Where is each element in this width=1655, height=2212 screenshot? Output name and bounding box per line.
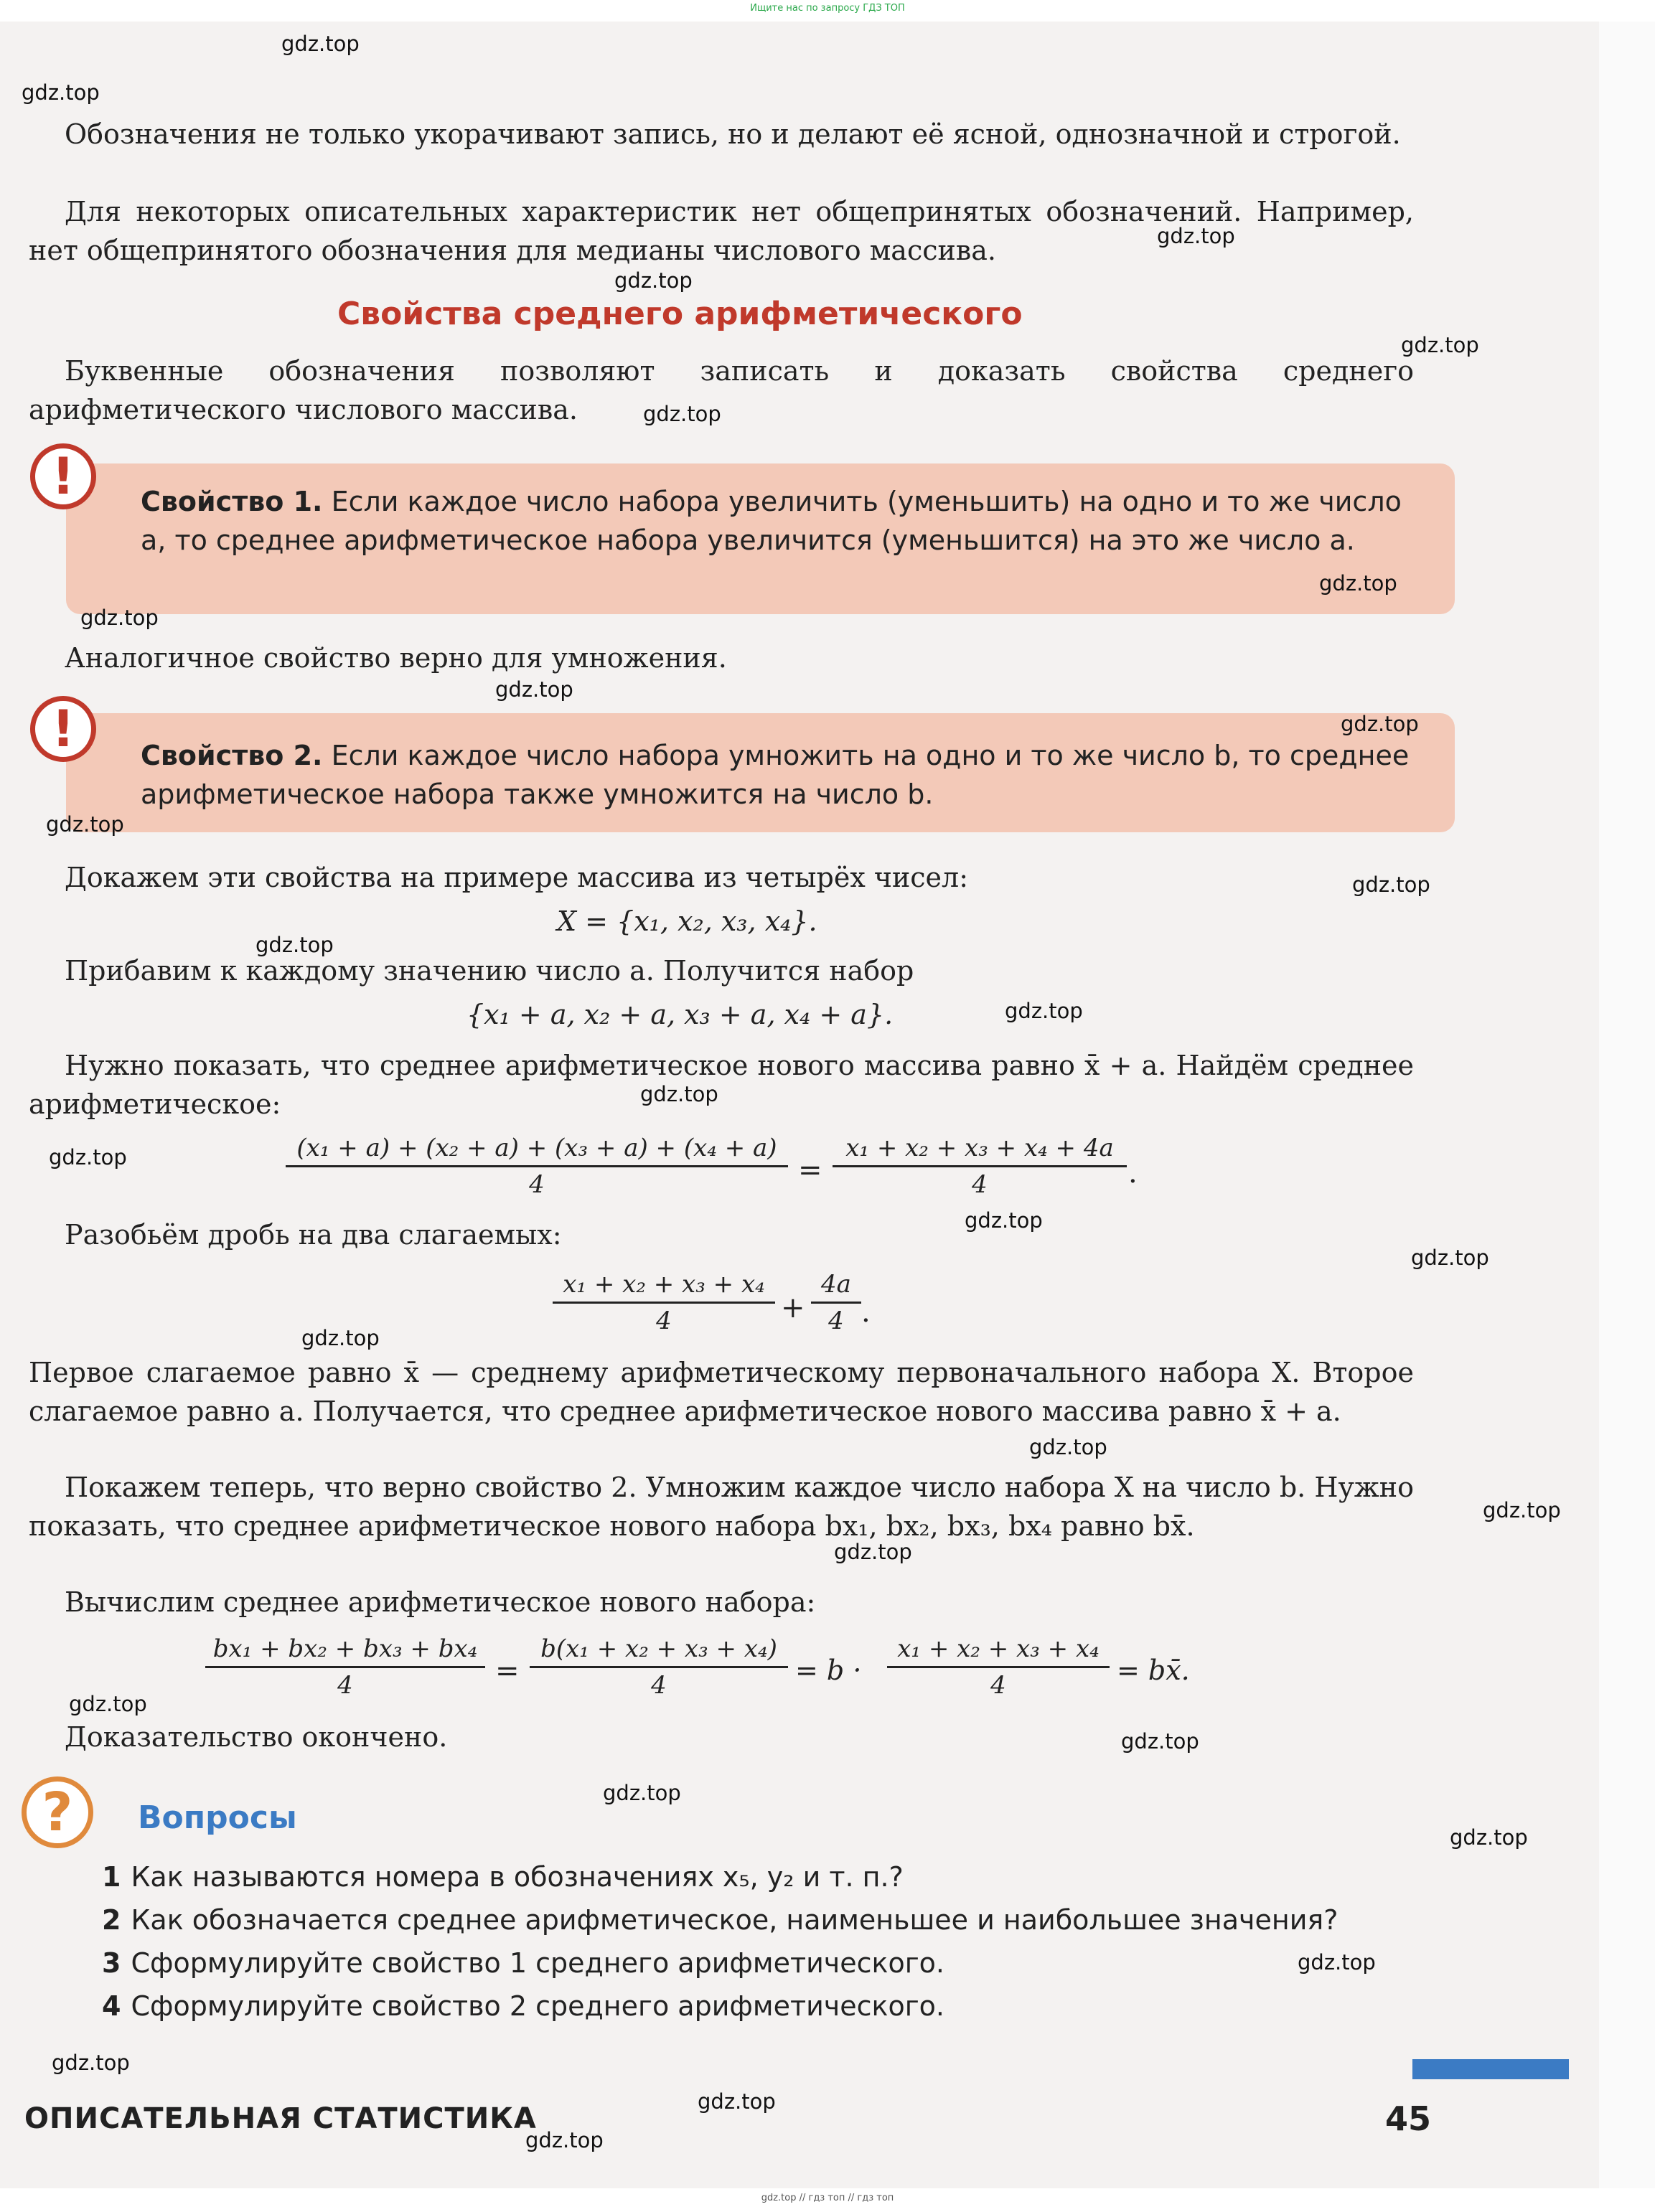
property-2-text: [141, 736, 1426, 814]
watermark: gdz.top: [640, 1082, 718, 1106]
page-spine: [1599, 22, 1655, 2188]
question-item: 4 Сформулируйте свойство 2 среднего арифметического.: [102, 1990, 944, 2022]
plus-sign: +: [781, 1291, 805, 1324]
formula-3-mid: = b ·: [795, 1655, 862, 1686]
fraction-2-b-den: 4: [828, 1307, 844, 1335]
fraction-1-left-num: (x₁ + a) + (x₂ + a) + (x₃ + a) + (x₄ + a): [286, 1134, 788, 1167]
watermark: gdz.top: [495, 677, 573, 702]
paragraph-4: Аналогичное свойство верно для умножения.: [65, 642, 727, 674]
fraction-3-a-den: 4: [337, 1671, 353, 1700]
watermark: gdz.top: [525, 2128, 604, 2152]
page-tab-bar: [1412, 2059, 1569, 2079]
watermark: gdz.top: [1411, 1246, 1489, 1270]
period: .: [861, 1296, 871, 1329]
watermark: gdz.top: [80, 606, 159, 630]
paragraph-7: Нужно показать, что среднее арифметическое нового массива равно x̄ + a. Найдём среднее арифметическое:: [29, 1050, 1414, 1120]
property-2-label: Свойство 2.: [141, 740, 323, 771]
property-1-box: [66, 463, 1455, 614]
fraction-3-b-den: 4: [651, 1671, 667, 1700]
fraction-3-a: [205, 1634, 485, 1700]
property-1-label: Свойство 1.: [141, 486, 323, 517]
paragraph-5: Докажем эти свойства на примере массива из четырёх чисел:: [65, 862, 968, 893]
watermark: gdz.top: [1005, 999, 1083, 1023]
fraction-3-c: [887, 1634, 1110, 1700]
question-icon: ?: [22, 1776, 93, 1848]
paragraph-11: Вычислим среднее арифметическое нового набора:: [65, 1586, 816, 1618]
formula-set-x: X = {x₁, x₂, x₃, x₄}.: [557, 905, 817, 937]
fraction-1-right-den: 4: [972, 1170, 988, 1199]
watermark: gdz.top: [301, 1326, 380, 1350]
fraction-3-c-den: 4: [990, 1671, 1006, 1700]
property-1-body: Если каждое число набора увеличить (уменьшить) на одно и то же число a, то среднее арифметическое набора увеличится (уменьшится) на это же число a.: [141, 486, 1402, 556]
watermark: gdz.top: [255, 933, 334, 957]
period: .: [1128, 1157, 1138, 1190]
watermark: gdz.top: [22, 80, 100, 105]
watermark: gdz.top: [1157, 224, 1235, 248]
watermark: gdz.top: [49, 1145, 127, 1169]
property-1-text: [141, 482, 1426, 560]
fraction-3-a-num: bx₁ + bx₂ + bx₃ + bx₄: [205, 1634, 485, 1668]
fraction-1-left: [286, 1134, 788, 1199]
watermark: gdz.top: [1401, 333, 1479, 357]
paragraph-6: Прибавим к каждому значению число a. Получится набор: [65, 955, 914, 987]
bottom-note: gdz.top // гдз топ // гдз топ: [761, 2193, 894, 2203]
formula-set-shift: {x₁ + a, x₂ + a, x₃ + a, x₄ + a}.: [467, 999, 894, 1030]
fraction-3-c-num: x₁ + x₂ + x₃ + x₄: [887, 1634, 1110, 1668]
fraction-1-right: [833, 1134, 1127, 1199]
question-item: 3 Сформулируйте свойство 1 среднего арифметического.: [102, 1947, 944, 1979]
paragraph-8: Разобьём дробь на два слагаемых:: [65, 1219, 562, 1251]
watermark: gdz.top: [698, 2089, 776, 2114]
fraction-2-a-num: x₁ + x₂ + x₃ + x₄: [553, 1270, 775, 1304]
watermark: gdz.top: [614, 268, 693, 293]
watermark: gdz.top: [1121, 1729, 1199, 1754]
watermark: gdz.top: [69, 1692, 147, 1716]
watermark: gdz.top: [1352, 872, 1430, 897]
paragraph-12: Доказательство окончено.: [65, 1721, 448, 1753]
questions-title: Вопросы: [138, 1799, 297, 1836]
watermark: gdz.top: [1341, 712, 1419, 736]
formula-3-end: = bx̄.: [1117, 1655, 1190, 1686]
watermark: gdz.top: [1029, 1435, 1107, 1459]
section-heading: Свойства среднего арифметического: [337, 296, 1023, 332]
paragraph-1: Обозначения не только укорачивают запись, но и делают её ясной, однозначной и строгой.: [65, 118, 1401, 150]
paragraph-3: Буквенные обозначения позволяют записать и доказать свойства среднего арифметического числового массива.: [29, 355, 1414, 425]
fraction-2-a-den: 4: [656, 1307, 672, 1335]
watermark: gdz.top: [1450, 1825, 1528, 1850]
watermark: gdz.top: [1319, 571, 1397, 596]
question-item: 2 Как обозначается среднее арифметическое, наименьшее и наибольшее значения?: [102, 1904, 1338, 1936]
question-item: 1 Как называются номера в обозначениях x₅, y₂ и т. п.?: [102, 1861, 904, 1893]
watermark: gdz.top: [52, 2051, 130, 2075]
fraction-2-b-num: 4a: [811, 1270, 861, 1304]
watermark: gdz.top: [965, 1208, 1043, 1233]
watermark: gdz.top: [281, 32, 360, 56]
watermark: gdz.top: [1298, 1950, 1376, 1975]
top-note: Ищите нас по запросу ГДЗ ТОП: [750, 3, 905, 14]
fraction-2-b: [811, 1270, 861, 1335]
paragraph-10: Покажем теперь, что верно свойство 2. Умножим каждое число набора X на число b. Нужно показать, что среднее арифметическое нового набора bx₁, bx₂, bx₃, bx₄ равно bx̄.: [29, 1472, 1414, 1542]
watermark: gdz.top: [1483, 1498, 1561, 1522]
fraction-3-b-num: b(x₁ + x₂ + x₃ + x₄): [530, 1634, 788, 1668]
watermark: gdz.top: [834, 1540, 912, 1564]
fraction-1-left-den: 4: [529, 1170, 545, 1199]
paragraph-9: Первое слагаемое равно x̄ — среднему арифметическому первоначального набора X. Второе слагаемое равно a. Получается, что среднее арифметическое нового массива равно x̄ + a.: [29, 1357, 1414, 1427]
fraction-2-a: [553, 1270, 775, 1335]
fraction-3-b: [530, 1634, 788, 1700]
exclamation-icon: !: [30, 443, 96, 509]
equals-sign: =: [495, 1655, 520, 1688]
watermark: gdz.top: [643, 402, 721, 426]
property-2-body: Если каждое число набора умножить на одно и то же число b, то среднее арифметическое набора также умножится на число b.: [141, 740, 1410, 810]
watermark: gdz.top: [46, 812, 124, 837]
footer-section-title: ОПИСАТЕЛЬНАЯ СТАТИСТИКА: [24, 2102, 537, 2135]
exclamation-icon: !: [30, 696, 96, 762]
watermark: gdz.top: [603, 1781, 681, 1805]
paragraph-2: Для некоторых описательных характеристик нет общепринятых обозначений. Например, нет общепринятого обозначения для медианы числового массива.: [29, 196, 1414, 266]
property-2-box: [66, 713, 1455, 832]
fraction-1-right-num: x₁ + x₂ + x₃ + x₄ + 4a: [833, 1134, 1127, 1167]
page-number: 45: [1385, 2099, 1432, 2138]
equals-sign: =: [798, 1154, 822, 1187]
